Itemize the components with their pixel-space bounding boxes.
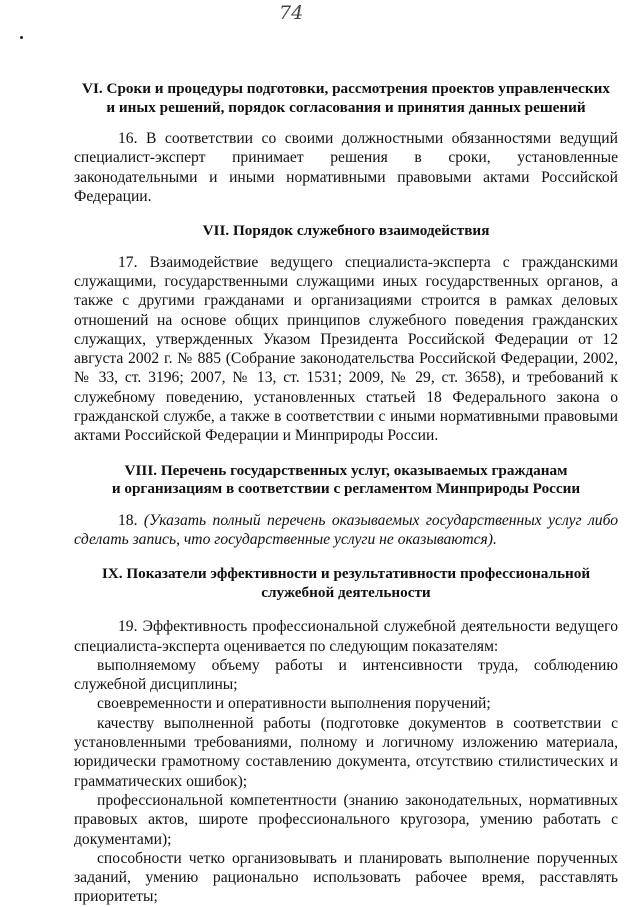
section-7-heading: VII. Порядок служебного взаимодействия xyxy=(202,222,490,240)
section-6-heading xyxy=(74,80,618,117)
scan-speck xyxy=(20,36,23,39)
indicator-item: своевременности и оперативности выполнения поручений; xyxy=(97,695,491,713)
document-body xyxy=(74,80,618,907)
paragraph-19: 19. Эффективность профессиональной служебной деятельности ведущего специалиста-эксперта оценивается по следующим показателям: xyxy=(74,618,618,655)
section-8-heading xyxy=(74,462,618,499)
section-9-heading xyxy=(74,565,618,602)
indicator-item: выполняемому объему работы и интенсивности труда, соблюдению служебной дисциплины; xyxy=(74,656,618,694)
paragraph-16: 16. В соответствии со своими должностными обязанностями ведущий специалист-эксперт принимает решения в сроки, установленные законодательными и иными нормативными правовыми актами Российской Федерации. xyxy=(74,130,618,205)
section-8-heading-line1: VIII. Перечень государственных услуг, оказываемых гражданам xyxy=(124,461,568,479)
section-6 xyxy=(74,80,618,206)
section-8-heading-line2: и организациям в соответствии с регламентом Минприроды России xyxy=(111,480,581,498)
section-9-heading-line1: IX. Показатели эффективности и результативности профессиональной xyxy=(101,565,591,583)
indicator-item: качеству выполненной работы (подготовке документов в соответствии с установленными требованиями, полному и логичному изложению материала, юридически грамотному составлению документа, отсутствию стилистических и грамматических ошибок); xyxy=(74,714,618,790)
indicator-item: способности четко организовывать и планировать выполнение порученных заданий, умению рационально использовать рабочее время, расставлять приоритеты; xyxy=(74,849,618,906)
paragraph-18 xyxy=(74,511,618,550)
section-6-heading-line2: и иных решений, порядок согласования и принятия данных решений xyxy=(106,98,586,116)
section-8 xyxy=(74,462,618,550)
handwritten-page-number: 74 xyxy=(279,2,304,24)
section-6-heading-line1: VI. Сроки и процедуры подготовки, рассмотрения проектов управленческих xyxy=(82,80,610,97)
paragraph-18-number: 18. xyxy=(118,511,144,529)
section-9-heading-line2: служебной деятельности xyxy=(261,583,431,601)
paragraph-17: 17. Взаимодействие ведущего специалиста-эксперта с гражданскими служащими, государственными служащими иных государственных органов, а также с другими гражданами и организациями строится в рамках деловых отношений на основе общих принципов служебного поведения гражданских служащих, утвержденных Указом Президента Российской Федерации от 12 августа 2002 г. № 885 (Собрание законодательства Российской Федерации, 2002, № 33, ст. 3196; 2007, № 13, ст. 1531; 2009, № 29, ст. 3658), и требований к служебному поведению, установленных статьей 18 Федерального закона о гражданской службе, а также в соответствии с иными нормативными правовыми актами Российской Федерации и Минприроды России. xyxy=(74,253,618,445)
section-7 xyxy=(74,222,618,445)
paragraph-18-instruction: (Указать полный перечень оказываемых государственных услуг либо сделать запись, что государственные услуги не оказываются). xyxy=(74,511,619,548)
section-9 xyxy=(74,565,618,906)
indicator-item: профессиональной компетентности (знанию законодательных, нормативных правовых актов, широте профессионального кругозора, умению работать с документами); xyxy=(74,791,618,848)
